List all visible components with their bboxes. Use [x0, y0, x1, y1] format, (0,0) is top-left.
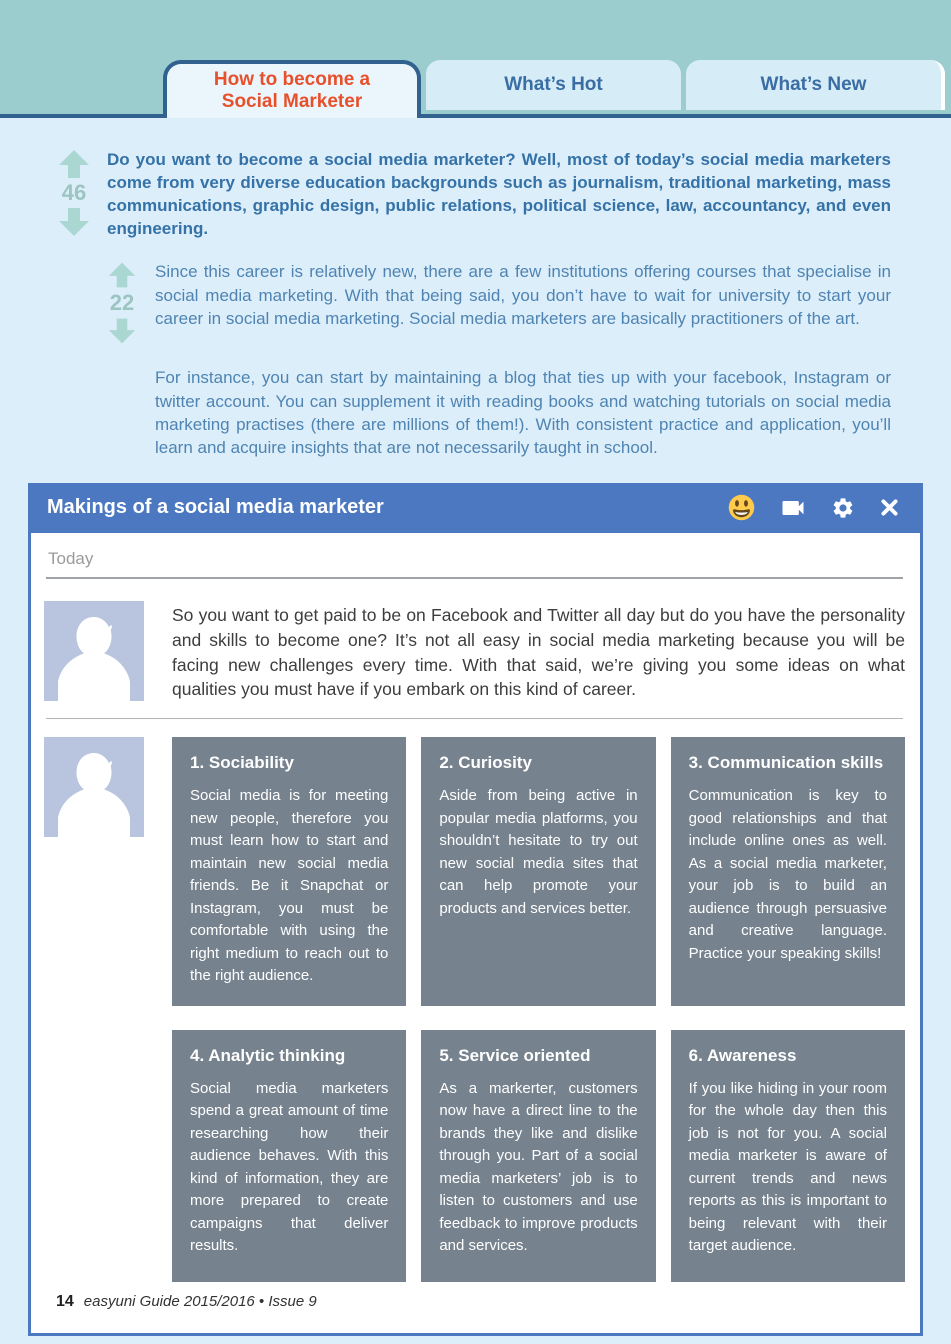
post-text: So you want to get paid to be on Facebook and Twitter all day but do you have the personality and skills to become one? It’s not all easy in social media marketing because you will be facing new challenges every time. With that said, we’re giving you some ideas on what qualities you must have if you embark on this kind of career. — [172, 604, 905, 700]
vote-widget — [103, 260, 141, 344]
card-title: 5. Service oriented — [439, 1045, 591, 1065]
card-body: As a markerter, customers now have a direct line to the brands they like and dislike through you. Part of a social media marketers’ job is to listen to customers and use feedback to improve products and services. — [439, 1079, 638, 1255]
card-title: 2. Curiosity — [439, 753, 532, 773]
tab-label: What’s Hot — [504, 74, 603, 95]
settings-gear-icon[interactable] — [831, 496, 855, 520]
quality-card-awareness — [671, 1030, 905, 1282]
card-body: Aside from being active in popular media platforms, you shouldn’t hesitate to try out new social media sites that can help promote your products and services better. — [439, 787, 638, 917]
date-label: Today — [48, 548, 94, 568]
panel-title: Makings of a social media marketer — [47, 496, 384, 519]
intro-paragraph: Since this career is relatively new, there are a few institutions offering courses that specialise in social media marketing. With that being said, you don’t have to wait for university to start your career in social media marketing. Social media marketers are basically practitioners of the art. — [155, 262, 891, 328]
tab-label: What’s New — [760, 74, 867, 95]
avatar — [44, 737, 144, 837]
card-body: Social media marketers spend a great amount of time researching how their audience behaves. With this kind of information, they are more prepared to create campaigns that deliver results. — [190, 1079, 389, 1255]
card-body: Communication is key to good relationships and that include online ones as well. As a social media marketer, your job is to build an audience through persuasive and creative language. Practice your speaking skills! — [688, 787, 887, 962]
card-title: 4. Analytic thinking — [190, 1045, 346, 1065]
page-number: 14 — [56, 1293, 74, 1310]
chat-panel-body — [31, 533, 920, 1333]
tab-how-to-become-social-marketer[interactable] — [163, 60, 421, 118]
tab-label: How to become a Social Marketer — [213, 69, 371, 112]
vote-widget — [55, 148, 93, 240]
tab-whats-new[interactable] — [686, 60, 945, 110]
vote-count: 46 — [61, 180, 87, 205]
page-footer — [44, 1293, 905, 1333]
quality-card-curiosity — [421, 737, 655, 1006]
card-title: 1. Sociability — [190, 753, 294, 773]
card-body: Social media is for meeting new people, therefore you must learn how to start and maintain new social media friends. Be it Snapchat or Instagram, you must be comfortable with using the right medium to reach out to the right audience. — [190, 787, 389, 985]
close-icon[interactable] — [879, 497, 900, 518]
post — [44, 601, 905, 702]
card-title: 3. Communication skills — [688, 753, 884, 773]
panel-icon-group — [728, 494, 900, 522]
qualities-section — [44, 737, 905, 1282]
card-title: 6. Awareness — [688, 1045, 797, 1065]
tab-band — [0, 0, 951, 118]
chat-panel — [28, 483, 923, 1336]
smiley-icon[interactable] — [728, 494, 755, 521]
quality-card-communication-skills — [671, 737, 905, 1006]
downvote-arrow-icon[interactable] — [57, 208, 91, 236]
intro-paragraph: Do you want to become a social media marketer? Well, most of today’s social media marketers come from very diverse education backgrounds such as journalism, traditional marketing, mass communications, graphic design, public relations, political science, law, accountancy, and even engineering. — [107, 150, 891, 239]
quality-card-service-oriented — [421, 1030, 655, 1282]
publication-credit: easyuni Guide 2015/2016 • Issue 9 — [83, 1293, 317, 1310]
avatar — [44, 601, 144, 701]
video-camera-icon[interactable] — [779, 494, 807, 522]
card-body: If you like hiding in your room for the whole day then this job is not for you. A social media marketer is aware of current trends and news reports as this is important to being relevant with their target audience. — [688, 1079, 887, 1255]
chat-panel-header — [31, 483, 920, 533]
quality-cards-grid — [172, 737, 905, 1282]
divider — [46, 577, 903, 579]
upvote-arrow-icon[interactable] — [57, 150, 91, 178]
divider — [46, 718, 903, 719]
quality-card-sociability — [172, 737, 406, 1006]
intro-paragraph: For instance, you can start by maintaining a blog that ties up with your facebook, Instagram or twitter account. You can supplement it with reading books and watching tutorials on social media marketing practises (there are millions of them!). With consistent practice and application, you’ll learn and acquire insights that are not necessarily taught in school. — [155, 368, 891, 457]
intro-section — [0, 118, 951, 459]
downvote-arrow-icon[interactable] — [107, 318, 137, 344]
vote-count: 22 — [109, 290, 135, 316]
quality-card-analytic-thinking — [172, 1030, 406, 1282]
tab-whats-hot[interactable] — [426, 60, 681, 110]
upvote-arrow-icon[interactable] — [107, 262, 137, 288]
